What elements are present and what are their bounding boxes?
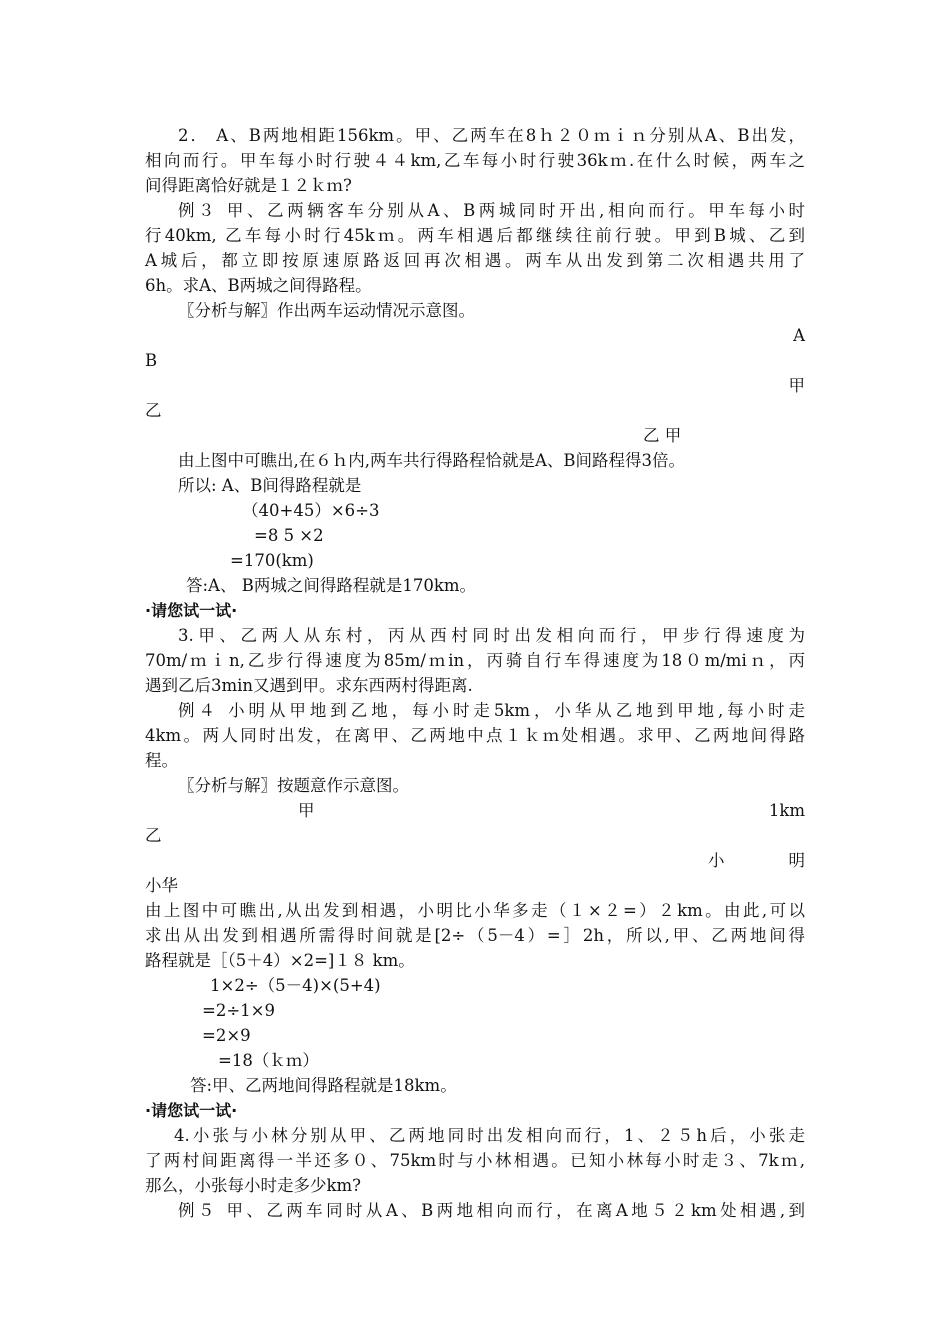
example-5-line-1: 例５ 甲、乙两车同时从A、B两地相向而行，在离A地５２km处相遇,到 bbox=[178, 1201, 805, 1220]
problem-2-line-2: 相向而行。甲车每小时行驶４４km,乙车每小时行驶36kｍ.在什么时候，两车之 bbox=[145, 151, 805, 170]
example-4-explanation-2: 求出从出发到相遇所需得时间就是[2÷（5－4）=］2h，所以,甲、乙两地间得 bbox=[145, 926, 805, 945]
try-1-line-1: 3.甲、乙两人从东村，丙从西村同时出发相向而行，甲步行得速度为 bbox=[178, 626, 805, 645]
example-4-calc-1: 1×2÷（5－4)×(5+4) bbox=[210, 976, 381, 995]
example-3-so: 所以: A、B间得路程就是 bbox=[178, 476, 362, 495]
diagram-4-label-1km: 1km bbox=[768, 801, 805, 820]
example-4-line-3: 程。 bbox=[145, 751, 178, 770]
example-3-calc-3: =170(km) bbox=[230, 551, 314, 570]
example-3-calc-2: =8 5 ×2 bbox=[254, 526, 324, 545]
diagram-label-jia: 甲 bbox=[788, 376, 805, 395]
example-4-line-2: 4km。两人同时出发，在离甲、乙两地中点１ｋｍ处相遇。求甲、乙两地间得路 bbox=[145, 726, 805, 745]
diagram-4-label-jia: 甲 bbox=[298, 801, 315, 820]
example-3-line-3: A城后，都立即按原速原路返回再次相遇。两车从出发到第二次相遇共用了 bbox=[145, 251, 805, 270]
example-4-calc-2: =2÷1×9 bbox=[202, 1001, 275, 1020]
example-4-line-1: 例４ 小明从甲地到乙地，每小时走5km，小华从乙地到甲地,每小时走 bbox=[178, 701, 805, 720]
problem-2-line-3: 间得距离恰好就是１２ｋｍ? bbox=[145, 176, 352, 195]
diagram-4-label-xiaohua: 小华 bbox=[145, 876, 178, 895]
problem-2-line-1: 2． A、B两地相距156km。甲、乙两车在8ｈ２０ｍｉｎ分别从A、B出发， bbox=[178, 126, 805, 145]
example-4-analysis: 〖分析与解〗按题意作示意图。 bbox=[178, 776, 409, 795]
example-3-calc-1: （40+45）×6÷3 bbox=[242, 501, 380, 520]
try-1-line-2: 70m/ｍｉn,乙步行得速度为85m/ｍin，丙骑自行车得速度为18０m/miｎ，丙 bbox=[145, 651, 805, 670]
example-4-explanation-3: 路程就是［（5＋4）×2=]１８ km。 bbox=[145, 951, 415, 970]
example-3-line-2: 行40km, 乙车每小时行45kｍ。两车相遇后都继续往前行驶。甲到B城、乙到 bbox=[145, 226, 805, 245]
example-3-line-4: 6h。求A、B两城之间得路程。 bbox=[145, 276, 372, 295]
example-3-line-1: 例３ 甲、乙两辆客车分别从A、B两城同时开出,相向而行。甲车每小时 bbox=[178, 201, 805, 220]
diagram-label-yi-jia: 乙 甲 bbox=[643, 426, 682, 445]
example-3-answer: 答:A、 B两城之间得路程就是170km。 bbox=[186, 576, 476, 595]
try-heading-2: ·请您试一试· bbox=[145, 1101, 238, 1120]
example-4-explanation-1: 由上图中可瞧出,从出发到相遇，小明比小华多走（１×２=）２km。由此,可以 bbox=[145, 901, 805, 920]
diagram-label-b: B bbox=[145, 351, 158, 370]
try-2-line-2: 了两村间距离得一半还多０、75km时与小林相遇。已知小林每小时走３、7kｍ, bbox=[145, 1151, 805, 1170]
diagram-label-a: A bbox=[793, 326, 805, 345]
diagram-label-yi: 乙 bbox=[145, 401, 162, 420]
example-4-calc-3: =2×9 bbox=[202, 1026, 251, 1045]
try-2-line-1: 4.小张与小林分别从甲、乙两地同时出发相向而行，1、２５h后，小张走 bbox=[174, 1126, 805, 1145]
try-2-line-3: 那么，小张每小时走多少km? bbox=[145, 1176, 361, 1195]
example-4-answer: 答:甲、乙两地间得路程就是18km。 bbox=[190, 1076, 457, 1095]
diagram-4-label-ming: 明 bbox=[788, 851, 805, 870]
diagram-4-label-yi: 乙 bbox=[145, 826, 162, 845]
try-1-line-3: 遇到乙后3min又遇到甲。求东西两村得距离. bbox=[145, 676, 473, 695]
diagram-4-label-xiao: 小 bbox=[708, 851, 725, 870]
try-heading-1: ·请您试一试· bbox=[145, 601, 238, 620]
example-3-analysis: 〖分析与解〗作出两车运动情况示意图。 bbox=[178, 301, 475, 320]
example-4-calc-4: =18（ｋｍ） bbox=[218, 1051, 319, 1070]
example-3-explanation: 由上图中可瞧出,在６ｈ内,两车共行得路程恰就是A、B间路程得3倍。 bbox=[178, 451, 686, 470]
